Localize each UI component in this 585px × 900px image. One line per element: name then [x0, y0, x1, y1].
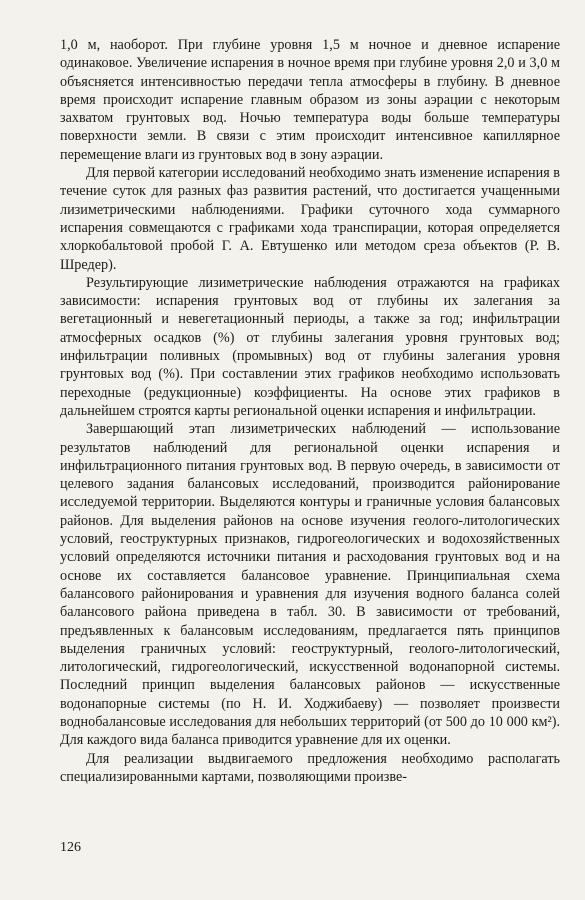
page-number: 126 — [60, 840, 81, 855]
paragraph-5: Для реализации выдвигаемого предложения необходимо располагать специализированными картами, позволяющими произве- — [60, 750, 560, 785]
paragraph-2: Для первой категории исследований необходимо знать изменение испарения в течение суток для разных фаз развития растений, что достигается учащенными лизиметрическими наблюдениями. Графики суточного хода суммарного испарения совмещаются с графиками хода транспирации, которая определяется хлоркобальтовой пробой Г. А. Евтушенко или методом среза объектов (Р. В. Шредер). — [60, 165, 560, 273]
body-text — [60, 36, 560, 786]
paragraph-3: Результирующие лизиметрические наблюдения отражаются на графиках зависимости: испарения грунтовых вод от глубины их залегания за вегетационный и невегетационный периоды, а также за год; инфильтрации атмосферных осадков (%) от глубины залегания уровня грунтовых вод; инфильтрации поливных (промывных) вод от глубины залегания уровня грунтовых вод (%). При составлении этих графиков необходимо использовать переходные (редукционные) коэффициенты. На основе этих графиков в дальнейшем строятся карты региональной оценки испарения и инфильтрации. — [60, 274, 560, 419]
paragraph-1: 1,0 м, наоборот. При глубине уровня 1,5 м ночное и дневное испарение одинаковое. Увеличение испарения в ночное время при глубине уровня 2,0 и 3,0 м объясняется интенсивностью передачи тепла атмосферы в глубину. В дневное время происходит испарение главным образом из зоны аэрации с некоторым захватом грунтовых вод. Ночью температура воды больше температуры поверхности земли. В связи с этим происходит интенсивное капиллярное перемещение влаги из грунтовых вод в зону аэрации. — [60, 37, 560, 163]
paragraph-4: Завершающий этап лизиметрических наблюдений — использование результатов наблюдений для региональной оценки испарения и инфильтрационного питания грунтовых вод. В первую очередь, в зависимости от целевого задания балансовых исследований, производится районирование исследуемой территории. Выделяются контуры и граничные условия балансовых районов. Для выделения районов на основе изучения геолого-литологических условий, геоструктурных признаков, гидрогеологических и водохозяйственных условий определяются источники питания и расходования грунтовых вод и на основе их составляется балансовое уравнение. Принципиальная схема балансового районирования и уравнения для изучения водного баланса солей балансового района приведена в табл. 30. В зависимости от требований, предъявленных к балансовым исследованиям, предлагается пять принципов выделения граничных условий: геоструктурный, геолого-литологический, литологический, гидрогеологический, искусственной водонапорной системы. Последний принцип выделения балансовых районов — искусственные водонапорные системы (по Н. И. Ходжибаеву) — позволяет произвести воднобалансовые исследования для небольших территорий (от 500 до 10 000 км²). Для каждого вида баланса приводится уравнение для их оценки. — [60, 421, 560, 749]
